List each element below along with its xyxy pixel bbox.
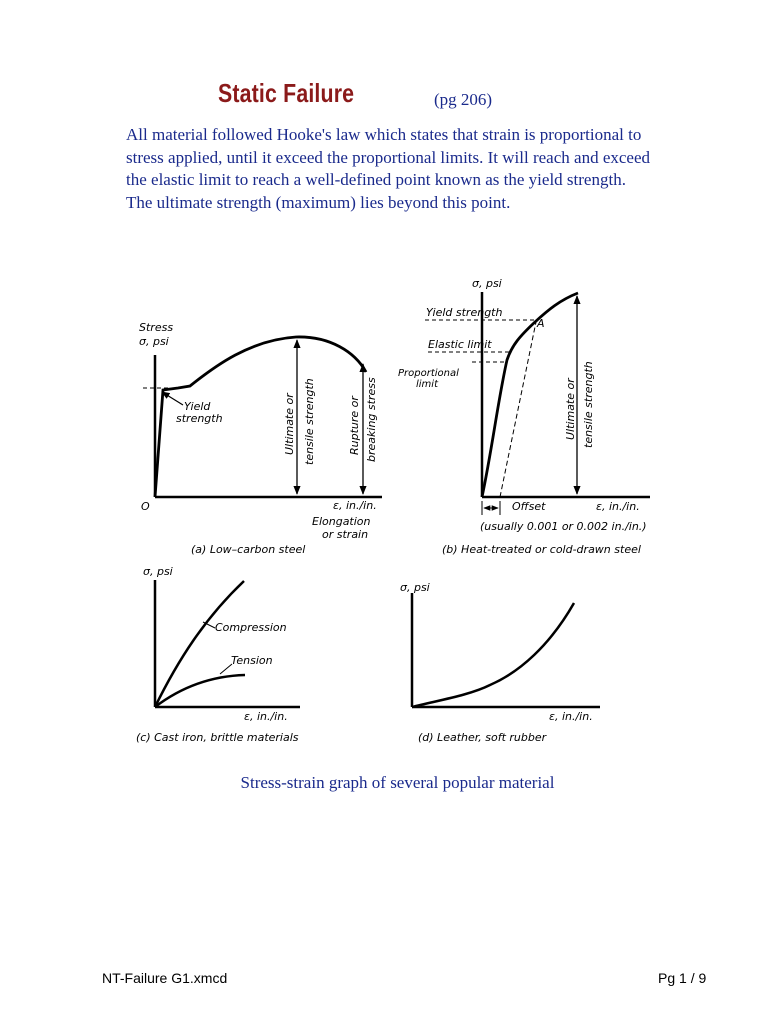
- panel-c-tension-label: Tension: [231, 654, 273, 667]
- footer-page-number: Pg 1 / 9: [658, 970, 707, 986]
- panel-a-rupture-label-1: Rupture or: [348, 396, 361, 455]
- panel-c-x-label: ε, in./in.: [244, 710, 288, 723]
- panel-a-ultimate-label-2: tensile strength: [303, 378, 316, 465]
- panel-b-ultimate-label-1: Ultimate or: [564, 378, 577, 440]
- panel-a-origin: O: [141, 500, 150, 513]
- panel-a-elongation-2: or strain: [322, 528, 369, 541]
- panel-b-offset-line: [500, 322, 536, 497]
- panel-b-heat-treated-steel: [398, 277, 650, 556]
- panel-b-point-a: A: [537, 317, 545, 330]
- panel-a-y-label-units: σ, psi: [139, 335, 169, 348]
- panel-b-proportional-2: limit: [416, 379, 438, 390]
- page-title: Static Failure: [218, 78, 355, 108]
- panel-b-yield-label: Yield strength: [426, 306, 503, 319]
- panel-b-ultimate-label-2: tensile strength: [582, 361, 595, 448]
- panel-c-compression-label: Compression: [215, 621, 287, 634]
- panel-a-yield-leader: [162, 392, 183, 405]
- panel-a-y-label-stress: Stress: [139, 321, 174, 334]
- panel-d-caption: (d) Leather, soft rubber: [418, 731, 547, 744]
- panel-c-y-label: σ, psi: [143, 565, 173, 578]
- panel-a-ultimate-label-1: Ultimate or: [283, 393, 296, 455]
- figure-caption: Stress-strain graph of several popular material: [240, 773, 555, 792]
- page-reference: (pg 206): [434, 90, 493, 109]
- panel-c-compression-curve: [155, 581, 244, 707]
- panel-c-cast-iron: [136, 565, 300, 744]
- panel-c-caption: (c) Cast iron, brittle materials: [136, 731, 299, 744]
- footer-filename: NT-Failure G1.xmcd: [102, 970, 228, 986]
- panel-d-curve: [412, 603, 574, 707]
- panel-a-yield-label-1: Yield: [184, 400, 211, 413]
- panel-b-caption: (b) Heat-treated or cold-drawn steel: [442, 543, 641, 556]
- panel-a-yield-label-2: strength: [176, 412, 223, 425]
- panel-a-rupture-label-2: breaking stress: [365, 377, 378, 462]
- panel-b-y-label: σ, psi: [472, 277, 502, 290]
- panel-b-offset-note: (usually 0.001 or 0.002 in./in.): [480, 520, 647, 533]
- panel-a-x-label: ε, in./in.: [333, 499, 377, 512]
- panel-a-low-carbon-steel: [139, 321, 382, 556]
- panel-b-elastic-label: Elastic limit: [428, 338, 492, 351]
- panel-b-offset-label: Offset: [512, 500, 546, 513]
- panel-d-leather-rubber: [400, 581, 600, 744]
- panel-b-x-label: ε, in./in.: [596, 500, 640, 513]
- intro-paragraph: All material followed Hooke's law which states that strain is proportional to stress applied, until it exceed the proportional limits. It will reach and exceed the elastic limit to reach a well-defined point known as the yield strength. The ultimate strength (maximum) lies beyond this point.: [126, 125, 651, 212]
- panel-a-caption: (a) Low–carbon steel: [191, 543, 306, 556]
- panel-b-proportional-1: Proportional: [398, 368, 459, 379]
- panel-d-y-label: σ, psi: [400, 581, 430, 594]
- panel-a-elongation-1: Elongation: [312, 515, 371, 528]
- panel-d-x-label: ε, in./in.: [549, 710, 593, 723]
